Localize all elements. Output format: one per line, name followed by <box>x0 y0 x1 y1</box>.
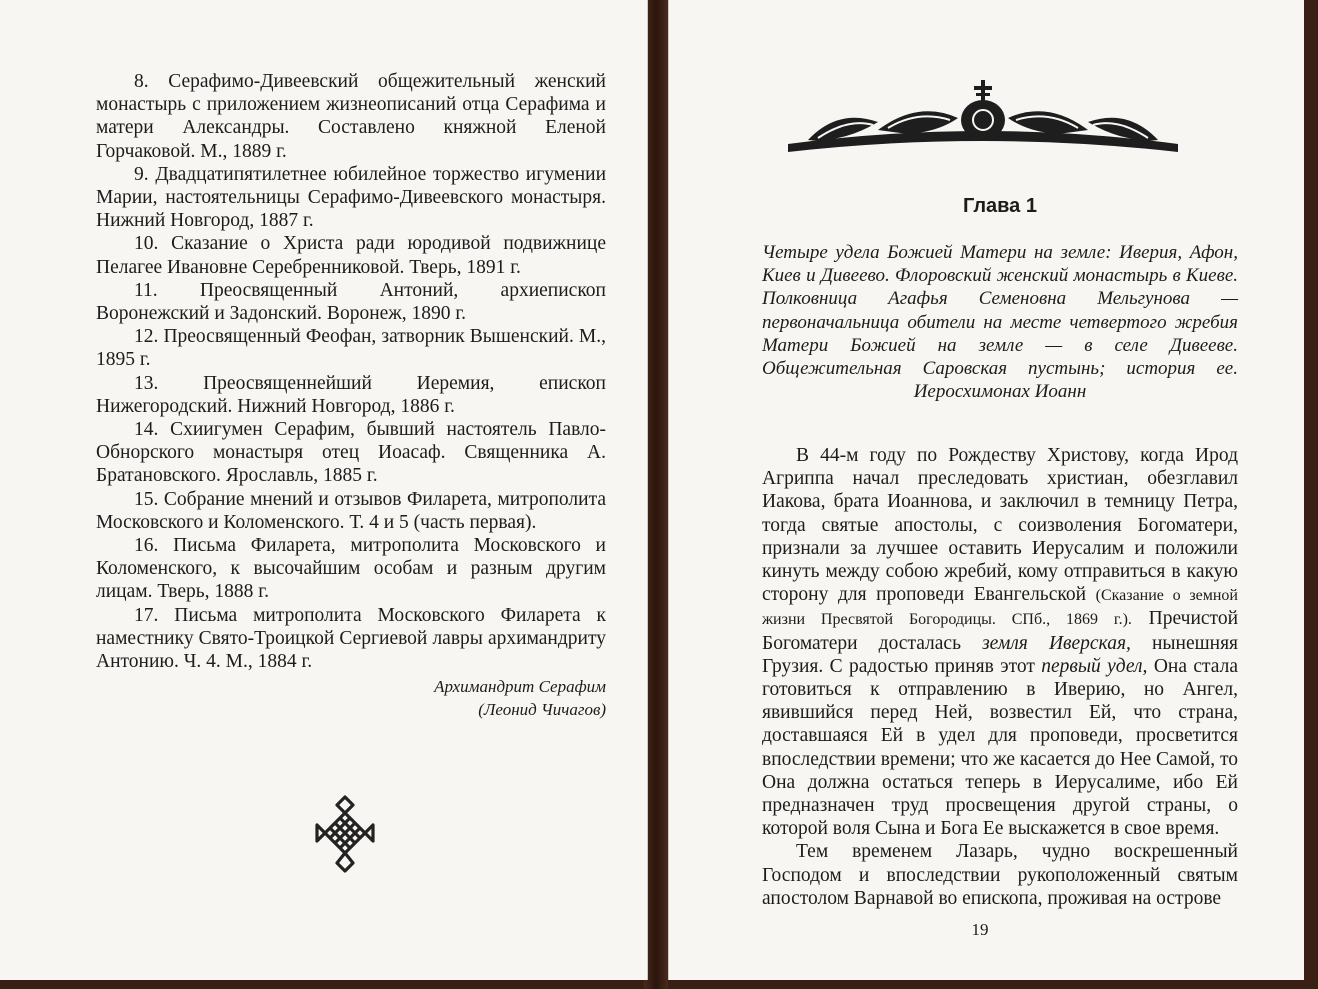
author-signature <box>96 675 606 721</box>
bibliography-list <box>96 70 606 721</box>
chapter-body <box>762 444 1238 910</box>
paragraph-1-reference: (Сказание о земной жизни Пресвятой Богородицы. СПб., 1869 г.). <box>762 587 1238 629</box>
paragraph-1-text-b: Пречистой Богоматери досталась <box>762 608 1239 654</box>
page-number: 19 <box>971 920 989 939</box>
paragraph-1 <box>762 444 1238 840</box>
paragraph-1-text-c: нынешняя Грузия. С радостью приняв этот <box>762 632 1239 677</box>
endless-knot-icon <box>313 793 377 875</box>
bibliography-entry-10: 10. Сказание о Христа ради юродивой подвижнице Пелагее Ивановне Серебренниковой. Тверь, 1891 г. <box>96 233 606 278</box>
paragraph-1-text-d: Она стала готовиться к отправлению в Иверию, но Ангел, явившийся перед Ней, возвестил Ей, что страна, доставшаяся Ей в удел для проповеди, просветится впоследствии времени; что же касается до Нее Самой, то Она должна остаться теперь в Иерусалиме, ибо Ей предназначен труд просвещения другой страны, о которой воля Сына и Бога Ее выскажется в свое время. <box>762 655 1238 840</box>
signature-secular-name: (Леонид Чичагов) <box>478 700 606 720</box>
bibliography-entry-15: 15. Собрание мнений и отзывов Филарета, митрополита Московского и Коломенского. Т. 4 и 5 (часть первая). <box>96 488 606 533</box>
bibliography-entry-11: 11. Преосвященный Антоний, архиепископ Воронежский и Задонский. Воронеж, 1890 г. <box>96 279 606 325</box>
bibliography-entry-13: 13. Преосвященнейший Иеремия, епископ Нижегородский. Нижний Новгород, 1886 г. <box>96 372 606 417</box>
signature-name: Архимандрит Серафим <box>434 677 606 697</box>
paragraph-1-text-a: В 44-м году по Рождеству Христову, когда Ирод Агриппа начал преследовать христиан, обезглавил Иакова, брата Иоаннова, и заключил в темницу Петра, тогда святые апостолы, с соизволения Богоматери, признали за лучшее оставить Иерусалим и положили кинуть между собою жребий, кому отправиться в какую сторону для проповеди Евангельской <box>762 445 1238 606</box>
bibliography-entry-17: 17. Письма митрополита Московского Филарета к наместнику Свято-Троицкой Сергиевой лавры архимандриту Антонию. Ч. 4. М., 1884 г. <box>96 604 606 673</box>
bibliography-entry-14: 14. Схиигумен Серафим, бывший настоятель Павло-Обнорского монастыря отец Иоасаф. Священника А. Братановского. Ярославль, 1885 г. <box>96 419 606 487</box>
ornamental-headpiece-icon <box>778 78 1188 160</box>
bibliography-entry-16: 16. Письма Филарета, митрополита Московского и Коломенского, к высочайшим особам и разным другим лицам. Тверь, 1888 г. <box>96 535 606 603</box>
bibliography-entry-12: 12. Преосвященный Феофан, затворник Вышенский. М., 1895 г. <box>96 326 606 371</box>
chapter-title: Глава 1 <box>962 195 1037 217</box>
left-page <box>0 0 648 980</box>
paragraph-2: Тем временем Лазарь, чудно воскрешенный Господом и впоследствии рукоположенный святым апостолом Варнавой во епископа, проживая на острове <box>762 841 1238 909</box>
paragraph-1-emphasis-iveria: земля Иверская, <box>982 632 1131 654</box>
bibliography-entry-8: 8. Серафимо-Дивеевский общежительный женский монастырь с приложением жизнеописаний отца Серафима и матери Александры. Составлено княжной Еленой Горчаковой. М., 1889 г. <box>96 71 606 162</box>
bibliography-entry-9: 9. Двадцатипятилетнее юбилейное торжество игумении Марии, настоятельницы Серафимо-Дивеевского монастыря. Нижний Новгород, 1887 г. <box>96 163 606 232</box>
chapter-synopsis: Четыре удела Божией Матери на земле: Иверия, Афон, Киев и Дивеево. Флоровский женский монастырь в Киеве. Полковница Агафья Семеновна Мельгунова — первоначальница обители на месте четвертого жребия Матери Божией на земле — в селе Дивееве. Общежительная Саровская пустынь; история ее. Иеросхимонах Иоанн <box>762 242 1238 403</box>
paragraph-1-emphasis-first-lot: первый удел, <box>1041 655 1148 677</box>
